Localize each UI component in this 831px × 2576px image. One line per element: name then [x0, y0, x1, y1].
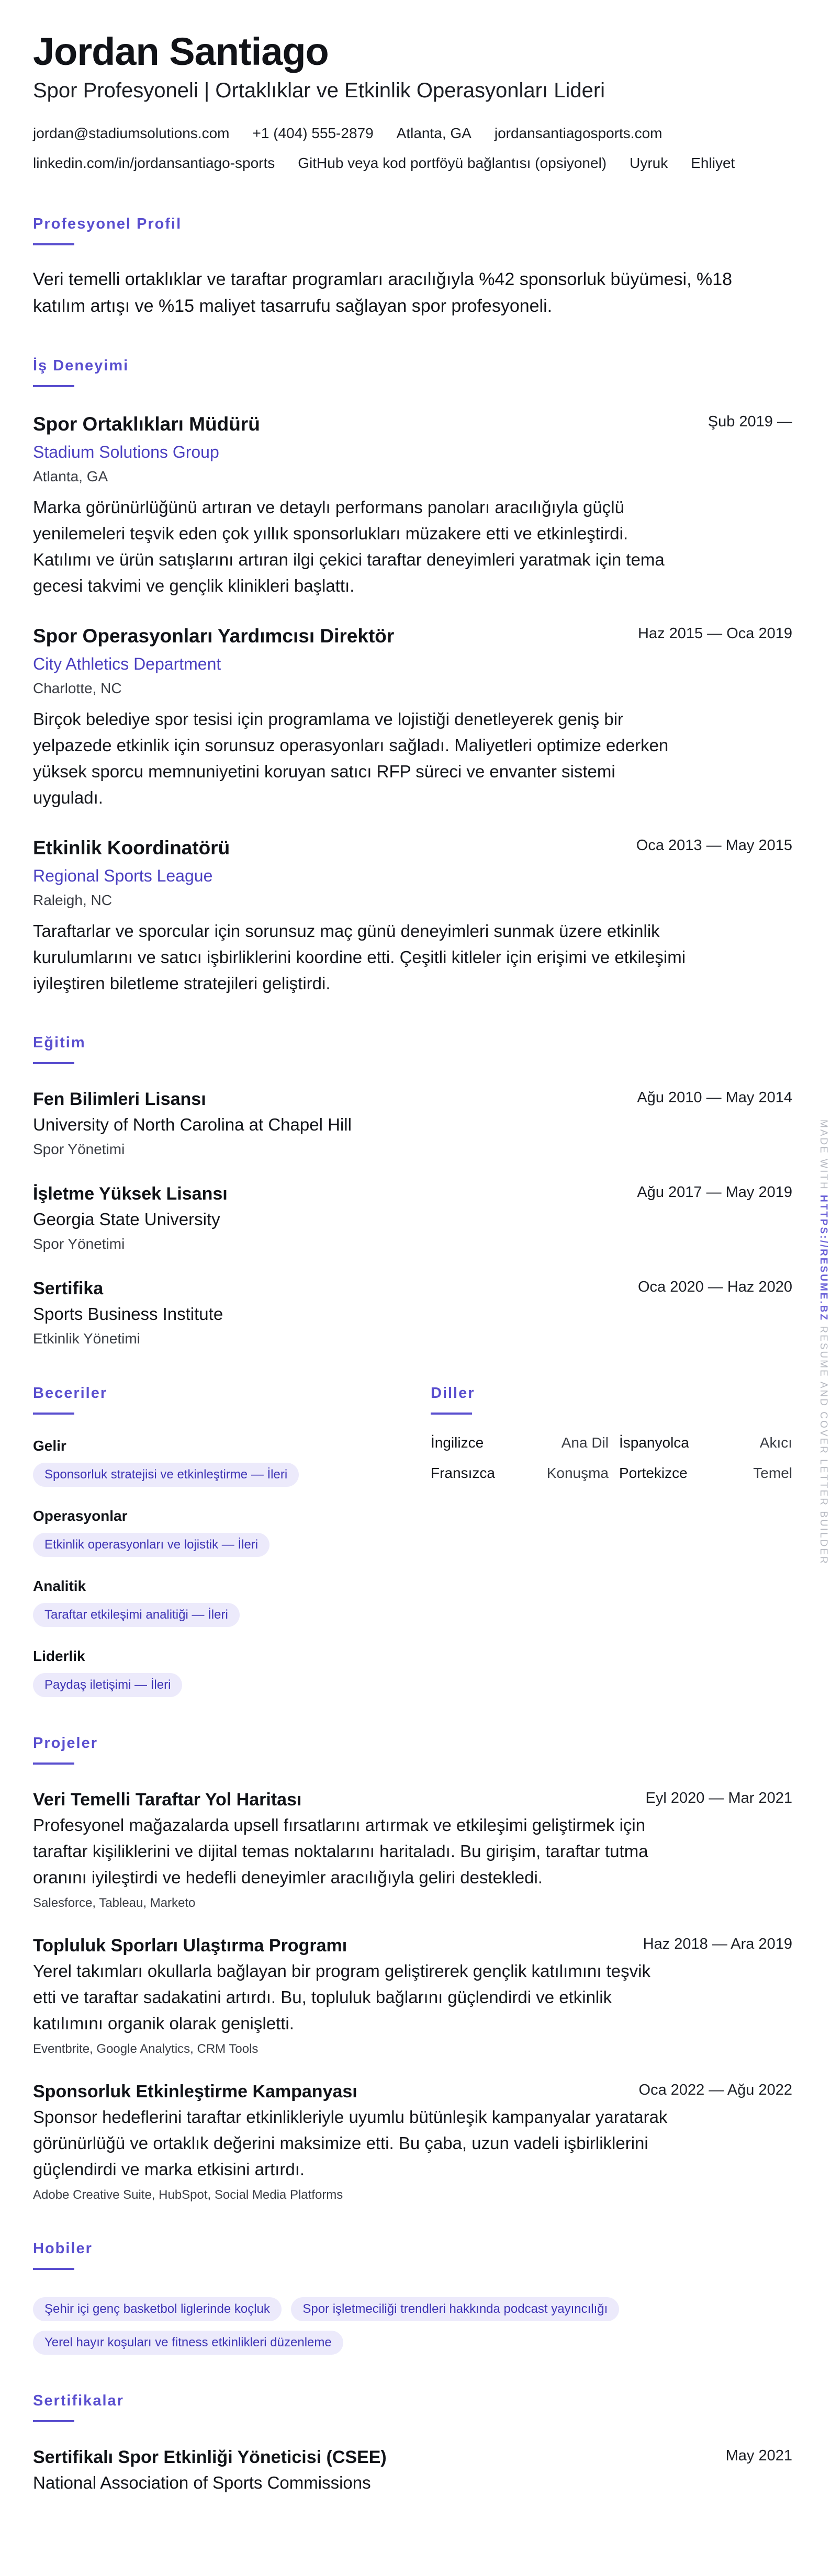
project-title: Topluluk Sporları Ulaştırma Programı	[33, 1936, 347, 1956]
experience-section	[33, 357, 792, 997]
project-item	[33, 2082, 792, 2202]
school-name: Georgia State University	[33, 1210, 220, 1229]
project-item	[33, 1790, 792, 1911]
skill-category: Analitik	[33, 1578, 86, 1595]
company-name: Stadium Solutions Group	[33, 443, 219, 462]
project-tools: Eventbrite, Google Analytics, CRM Tools	[33, 2042, 259, 2057]
skills-section	[33, 1385, 431, 1697]
projects-section	[33, 1735, 792, 2202]
contact-info	[33, 118, 792, 178]
company-name: Regional Sports League	[33, 866, 213, 886]
project-date: Haz 2018 — Ara 2019	[643, 1936, 792, 1953]
language-item	[619, 1434, 792, 1451]
language-name: İngilizce	[431, 1434, 484, 1451]
contact-website[interactable]: jordansantiagosports.com	[494, 125, 662, 142]
section-divider	[33, 2420, 74, 2422]
job-description: Marka görünürlüğünü artıran ve detaylı performans panoları aracılığıyla güçlü yenilemeleri teşvik eden çok yıllık sponsorlukları müzakere etti ve etkinleştirdi. Katılımı ve ürün satışlarını artıran ilgi çekici taraftar deneyimleri yaratmak için tema gecesi takvimi ve gençlik klinikleri başlattı.	[33, 498, 665, 596]
certification-title: Sertifikalı Spor Etkinliği Yöneticisi (CSEE)	[33, 2447, 387, 2468]
skill-category: Gelir	[33, 1438, 66, 1454]
hobbies-list	[33, 2288, 713, 2355]
hobby-pill: Şehir içi genç basketbol liglerinde koçluk	[33, 2297, 282, 2321]
skill-pill: Sponsorluk stratejisi ve etkinleştirme — İleri	[33, 1463, 299, 1487]
education-section	[33, 1034, 792, 1347]
school-name: University of North Carolina at Chapel Hill	[33, 1115, 352, 1135]
skill-pill: Paydaş iletişimi — İleri	[33, 1673, 182, 1697]
language-level: Ana Dil	[561, 1434, 609, 1451]
contact-license: Ehliyet	[691, 155, 735, 172]
certifications-section	[33, 2392, 792, 2493]
contact-row-2	[33, 148, 792, 178]
section-title: Profesyonel Profil	[33, 216, 182, 233]
section-title: Sertifikalar	[33, 2392, 124, 2410]
project-date: Oca 2022 — Ağu 2022	[638, 2082, 792, 2099]
contact-location: Atlanta, GA	[396, 125, 471, 142]
project-title: Veri Temelli Taraftar Yol Haritası	[33, 1790, 302, 1810]
education-date: Ağu 2017 — May 2019	[637, 1184, 792, 1201]
hobbies-section	[33, 2240, 792, 2355]
education-date: Oca 2020 — Haz 2020	[637, 1279, 792, 1296]
experience-item	[33, 625, 792, 811]
candidate-name: Jordan Santiago	[33, 30, 329, 73]
education-item	[33, 1279, 792, 1347]
skill-category: Operasyonlar	[33, 1508, 128, 1524]
degree-title: Sertifika	[33, 1279, 104, 1299]
project-date: Eyl 2020 — Mar 2021	[645, 1790, 792, 1807]
experience-item	[33, 837, 792, 997]
candidate-headline: Spor Profesyoneli | Ortaklıklar ve Etkinlik Operasyonları Lideri	[33, 79, 605, 103]
skill-pill: Taraftar etkileşimi analitiği — İleri	[33, 1603, 240, 1627]
education-date: Ağu 2010 — May 2014	[637, 1089, 792, 1106]
builder-credit-text	[817, 1120, 829, 1565]
contact-email[interactable]: jordan@stadiumsolutions.com	[33, 125, 230, 142]
skill-group	[33, 1578, 431, 1627]
education-item	[33, 1089, 792, 1158]
language-item	[431, 1465, 619, 1482]
languages-section	[431, 1385, 792, 1697]
section-divider	[33, 385, 74, 387]
section-divider	[33, 2268, 74, 2270]
contact-row-1	[33, 118, 792, 148]
contact-nationality: Uyruk	[630, 155, 668, 172]
certification-item	[33, 2447, 792, 2493]
project-tools: Salesforce, Tableau, Marketo	[33, 1896, 196, 1911]
section-title: Eğitim	[33, 1034, 86, 1052]
profile-summary: Veri temelli ortaklıklar ve taraftar programları aracılığıyla %42 sponsorluk büyümesi, %18 katılım artışı ve %15 maliyet tasarrufu sağlayan spor profesyoneli.	[33, 269, 733, 317]
hobby-pill: Spor işletmeciliği trendleri hakkında podcast yayıncılığı	[291, 2297, 619, 2321]
field-of-study: Etkinlik Yönetimi	[33, 1330, 140, 1347]
project-title: Sponsorluk Etkinleştirme Kampanyası	[33, 2082, 357, 2102]
job-date: Oca 2013 — May 2015	[636, 837, 792, 854]
contact-linkedin[interactable]: linkedin.com/in/jordansantiago-sports	[33, 155, 275, 172]
field-of-study: Spor Yönetimi	[33, 1236, 125, 1252]
section-title: Projeler	[33, 1735, 98, 1752]
section-title: Diller	[431, 1385, 475, 1402]
certification-issuer: National Association of Sports Commissions	[33, 2473, 371, 2493]
section-title: Hobiler	[33, 2240, 93, 2257]
resume-header	[33, 30, 792, 178]
section-divider	[33, 243, 74, 245]
skill-category: Liderlik	[33, 1648, 85, 1665]
skill-pill: Etkinlik operasyonları ve lojistik — İleri	[33, 1533, 269, 1557]
job-location: Raleigh, NC	[33, 892, 112, 909]
contact-phone[interactable]: +1 (404) 555-2879	[252, 125, 374, 142]
company-name: City Athletics Department	[33, 654, 221, 674]
language-name: İspanyolca	[619, 1434, 689, 1451]
section-title: Beceriler	[33, 1385, 108, 1402]
project-item	[33, 1936, 792, 2057]
job-date: Şub 2019 —	[708, 413, 792, 431]
section-divider	[431, 1413, 472, 1415]
section-divider	[33, 1762, 74, 1765]
experience-item	[33, 413, 792, 599]
field-of-study: Spor Yönetimi	[33, 1141, 125, 1158]
job-description: Birçok belediye spor tesisi için programlama ve lojistiği denetleyerek geniş bir yelpazede etkinlik için sorunsuz operasyonları sağladı. Maliyetleri optimize ederken yüksek sporcu memnuniyetini koruyan satıcı RFP süreci ve envanter sistemi uyguladı.	[33, 709, 669, 808]
hobby-pill: Yerel hayır koşuları ve fitness etkinlikleri düzenleme	[33, 2331, 343, 2355]
job-title: Spor Ortaklıkları Müdürü	[33, 413, 260, 435]
section-divider	[33, 1062, 74, 1064]
resume-page	[33, 0, 792, 2493]
skill-group	[33, 1438, 431, 1487]
language-name: Fransızca	[431, 1465, 495, 1482]
language-level: Konuşma	[546, 1465, 609, 1482]
section-title: İş Deneyimi	[33, 357, 129, 375]
certification-date: May 2021	[725, 2447, 792, 2465]
language-item	[431, 1434, 619, 1451]
job-date: Haz 2015 — Oca 2019	[637, 625, 792, 642]
project-tools: Adobe Creative Suite, HubSpot, Social Media Platforms	[33, 2188, 343, 2202]
job-description: Taraftarlar ve sporcular için sorunsuz maç günü deneyimleri sunmak üzere etkinlik kurulumlarını ve satıcı işbirliklerini koordine etti. Çeşitli kitleler için erişimi ve etkileşimi iyileştiren biletleme stratejileri geliştirdi.	[33, 921, 686, 993]
credit-link[interactable]: HTTPS://RESUME.BZ	[818, 1195, 829, 1322]
skills-languages-row	[33, 1385, 792, 1697]
contact-github[interactable]: GitHub veya kod portföyü bağlantısı (opsiyonel)	[298, 155, 607, 172]
job-title: Spor Operasyonları Yardımcısı Direktör	[33, 625, 395, 647]
education-item	[33, 1184, 792, 1252]
project-description: Yerel takımları okullarla bağlayan bir program geliştirerek gençlik katılımını teşvik etti ve taraftar sadakatini artırdı. Bu, topluluk bağlarını güçlendirdi ve etkinlik katılımını organik olarak genişletti.	[33, 1961, 650, 2033]
builder-credit	[816, 1120, 829, 1590]
language-name: Portekizce	[619, 1465, 688, 1482]
profile-section	[33, 216, 792, 320]
language-item	[619, 1465, 792, 1482]
credit-suffix: RESUME AND COVER LETTER BUILDER	[818, 1326, 829, 1565]
language-level: Akıcı	[759, 1434, 792, 1451]
job-title: Etkinlik Koordinatörü	[33, 837, 230, 859]
languages-grid	[431, 1434, 792, 1482]
language-level: Temel	[753, 1465, 792, 1482]
project-description: Profesyonel mağazalarda upsell fırsatlarını artırmak ve etkileşimi geliştirmek için taraftar kişiliklerini ve dijital temas noktalarını haritaladı. Bu girişim, taraftar tutma oranını iyileştirdi ve hedefli deneyimler aracılığıyla geliri destekledi.	[33, 1815, 648, 1888]
credit-prefix: MADE WITH	[818, 1120, 829, 1191]
section-divider	[33, 1413, 74, 1415]
skill-group	[33, 1648, 431, 1697]
skill-group	[33, 1508, 431, 1557]
degree-title: İşletme Yüksek Lisansı	[33, 1184, 228, 1204]
job-location: Charlotte, NC	[33, 680, 122, 697]
project-description: Sponsor hedeflerini taraftar etkinlikleriyle uyumlu bütünleşik kampanyalar yaratarak görünürlüğü ve ortaklık değerini maksimize etti. Bu çaba, uzun vadeli işbirliklerini güçlendirdi ve marka etkisini artırdı.	[33, 2107, 668, 2179]
school-name: Sports Business Institute	[33, 1304, 223, 1324]
degree-title: Fen Bilimleri Lisansı	[33, 1089, 206, 1110]
job-location: Atlanta, GA	[33, 468, 108, 485]
